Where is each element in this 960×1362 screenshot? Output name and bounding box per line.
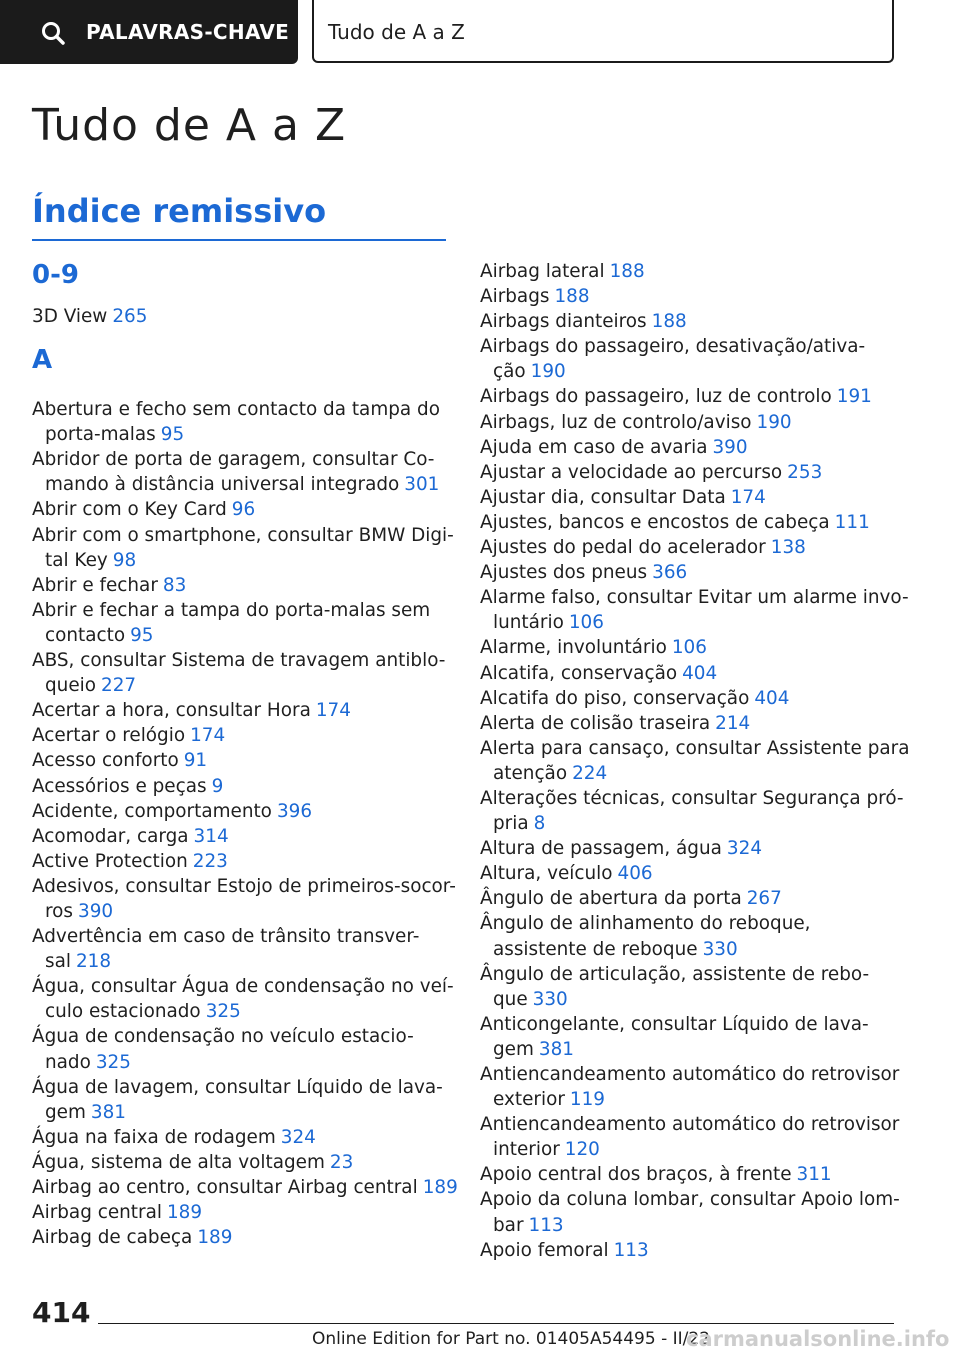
index-entry (480, 686, 910, 711)
index-entry (480, 259, 910, 284)
index-entry (32, 397, 462, 447)
entry-text: Apoio central dos braços, à frente (480, 1164, 792, 1186)
page-reference-link[interactable]: 390 (712, 436, 748, 458)
page-reference-link[interactable]: 330 (532, 988, 568, 1010)
entry-text: Ângulo de articulação, assistente de rebo-que (480, 963, 870, 1010)
page-reference-link[interactable]: 96 (231, 499, 256, 521)
index-entry (480, 1062, 910, 1112)
entry-text: Água de lavagem, consultar Líquido de lava-gem (32, 1076, 443, 1123)
entry-text: Anticongelante, consultar Líquido de lava-gem (480, 1013, 869, 1060)
entry-text: Acertar a hora, consultar Hora (32, 700, 311, 722)
page-reference-link[interactable]: 119 (569, 1089, 605, 1111)
index-entry (32, 1225, 462, 1250)
index-entry (480, 485, 910, 510)
page-reference-link[interactable]: 120 (564, 1139, 600, 1161)
page-reference-link[interactable]: 381 (90, 1101, 127, 1123)
page-reference-link[interactable]: 138 (770, 537, 806, 559)
top-bar (0, 0, 960, 66)
footer-divider (98, 1323, 894, 1324)
entry-text: Abridor de porta de garagem, consultar Co-mando à distância universal integrado (32, 449, 435, 496)
page-reference-link[interactable]: 218 (75, 951, 112, 973)
page-reference-link[interactable]: 174 (730, 486, 766, 508)
page-reference-link[interactable]: 404 (754, 687, 790, 709)
entry-text: Airbag ao centro, consultar Airbag central (32, 1177, 418, 1198)
index-entry (480, 1012, 910, 1062)
index-entry (480, 836, 910, 861)
entry-text: Airbags do passageiro, luz de controlo (480, 386, 832, 408)
index-entry (480, 384, 910, 409)
entry-text: Ângulo de alinhamento do reboque, assistente de reboque (480, 913, 811, 960)
entry-text: Ajustes dos pneus (480, 562, 648, 584)
subtitle-divider (32, 239, 446, 241)
index-entry (480, 460, 910, 485)
page-reference-link[interactable]: 95 (160, 424, 185, 446)
page-reference-link[interactable]: 381 (538, 1038, 575, 1060)
index-entry (480, 886, 910, 911)
page-reference-link[interactable]: 189 (197, 1227, 233, 1249)
index-entry (480, 635, 910, 660)
page-reference-link[interactable]: 324 (280, 1126, 316, 1148)
page-reference-link[interactable]: 188 (554, 286, 590, 308)
page-reference-link[interactable]: 9 (211, 775, 224, 797)
entry-text: Acomodar, carga (32, 825, 189, 847)
entry-text: Antiencandeamento automático do retrovisor interior (480, 1114, 900, 1161)
footer-edition: Online Edition for Part no. 01405A54495 - II/22 (312, 1329, 711, 1349)
entry-text: Água, consultar Água de condensação no veí-culo estacionado (32, 976, 454, 1023)
index-entry (480, 1162, 910, 1187)
index-list-a (32, 397, 462, 1250)
index-column-right (480, 259, 910, 1263)
entry-text: Ângulo de abertura da porta (480, 888, 742, 910)
page-reference-link[interactable]: 98 (112, 549, 137, 571)
entry-text: Ajustar dia, consultar Data (480, 486, 726, 508)
index-entry (32, 824, 462, 849)
entry-text: Airbag central (32, 1202, 162, 1224)
page-reference-link[interactable]: 390 (78, 900, 114, 922)
page-reference-link[interactable]: 396 (276, 800, 313, 822)
entry-text: Active Protection (32, 850, 188, 872)
entry-text: Altura, veículo (480, 863, 613, 885)
page-reference-link[interactable]: 227 (101, 675, 137, 697)
index-entry (480, 410, 910, 435)
entry-text: Água de condensação no veículo estacio-nado (32, 1026, 414, 1073)
index-entry (32, 748, 462, 773)
section-heading-a: A (32, 345, 53, 376)
entry-text: Acidente, comportamento (32, 800, 272, 822)
entry-text: Abrir com o Key Card (32, 499, 227, 521)
index-entry (480, 284, 910, 309)
index-entry (480, 535, 910, 560)
page-reference-link[interactable]: 106 (671, 637, 707, 659)
page-reference-link[interactable]: 325 (95, 1051, 131, 1073)
index-entry (32, 1200, 462, 1225)
index-entry (32, 924, 462, 974)
index-entry (32, 849, 462, 874)
page-reference-link[interactable]: 113 (528, 1214, 564, 1236)
page-reference-link[interactable]: 366 (652, 562, 688, 584)
page-reference-link[interactable]: 91 (183, 750, 208, 772)
entry-text: Apoio femoral (480, 1239, 609, 1261)
entry-text: Airbags, luz de controlo/aviso (480, 411, 752, 433)
page-reference-link[interactable]: 190 (756, 411, 792, 433)
index-entry (480, 1112, 910, 1162)
index-entry (480, 736, 910, 786)
entry-text: Ajustes do pedal do acelerador (480, 537, 766, 559)
page-reference-link[interactable]: 189 (166, 1202, 203, 1224)
page-reference-link[interactable]: 174 (315, 700, 351, 722)
entry-text: Água na faixa de rodagem (32, 1126, 276, 1148)
index-entry (32, 648, 462, 698)
index-entry (480, 1238, 910, 1263)
entry-text: Alerta para cansaço, consultar Assistente para atenção (480, 737, 910, 784)
index-entry (480, 786, 910, 836)
entry-text: Airbag lateral (480, 261, 605, 282)
entry-text: Alcatifa do piso, conservação (480, 687, 750, 709)
page-reference-link[interactable]: 314 (193, 825, 229, 847)
index-entry (32, 799, 462, 824)
entry-text: Ajustes, bancos e encostos de cabeça (480, 511, 830, 533)
index-entry (32, 874, 462, 924)
index-list-a-continued (480, 259, 910, 1263)
index-entry (480, 661, 910, 686)
entry-text: Abrir com o smartphone, consultar BMW Digi-tal Key (32, 524, 454, 571)
page-subtitle: Índice remissivo (32, 192, 327, 230)
keywords-label: PALAVRAS-CHAVE (86, 20, 290, 44)
page-reference-link[interactable]: 311 (796, 1164, 832, 1186)
page-reference-link[interactable]: 106 (568, 612, 604, 634)
index-entry (480, 334, 910, 384)
entry-text: Alerta de colisão traseira (480, 712, 711, 734)
index-entry (480, 711, 910, 736)
page-reference-link[interactable]: 191 (836, 386, 872, 408)
index-entry (32, 523, 462, 573)
page-reference-link[interactable]: 189 (422, 1177, 458, 1198)
index-column-left (32, 254, 462, 1250)
entry-text: Acesso conforto (32, 750, 179, 772)
page-reference-link[interactable]: 113 (613, 1239, 649, 1261)
entry-text: Abrir e fechar (32, 574, 158, 596)
search-icon (40, 20, 66, 46)
entry-text: ABS, consultar Sistema de travagem antiblo-queio (32, 650, 446, 697)
entry-text: Airbags dianteiros (480, 311, 647, 333)
entry-text: Alcatifa, conservação (480, 662, 678, 684)
breadcrumb-label: Tudo de A a Z (328, 20, 465, 44)
index-list-0-9 (32, 304, 462, 329)
index-entry (32, 573, 462, 598)
page-reference-link[interactable]: 111 (834, 511, 870, 533)
page-title: Tudo de A a Z (32, 100, 347, 151)
page-reference-link[interactable]: 224 (572, 762, 608, 784)
page-reference-link[interactable]: 404 (682, 662, 718, 684)
entry-text: Acertar o relógio (32, 725, 186, 747)
page-reference-link[interactable]: 23 (329, 1151, 354, 1173)
index-entry (480, 962, 910, 1012)
page-reference-link[interactable]: 267 (746, 888, 782, 910)
entry-text: Airbags do passageiro, desativação/ativa-ção (480, 336, 866, 383)
page-reference-link[interactable]: 83 (162, 574, 187, 596)
index-entry (480, 861, 910, 886)
entry-text: Advertência em caso de trânsito transver-sal (32, 926, 420, 973)
page-reference-link[interactable]: 223 (192, 850, 228, 872)
index-entry (480, 911, 910, 961)
entry-text: Altura de passagem, água (480, 838, 722, 860)
entry-text: Abertura e fecho sem contacto da tampa do porta-malas (32, 399, 440, 446)
keywords-button[interactable] (0, 0, 298, 64)
index-entry (32, 774, 462, 799)
index-entry (32, 723, 462, 748)
entry-text: Alarme, involuntário (480, 637, 667, 659)
index-entry (32, 304, 462, 329)
breadcrumb[interactable] (312, 0, 894, 63)
index-entry (32, 1024, 462, 1074)
index-entry (480, 1187, 910, 1237)
index-entry (32, 1175, 462, 1200)
entry-text: Airbag de cabeça (32, 1227, 193, 1249)
index-entry (32, 1075, 462, 1125)
index-entry (480, 309, 910, 334)
entry-text: Apoio da coluna lombar, consultar Apoio lom-bar (480, 1189, 900, 1236)
entry-text: Antiencandeamento automático do retrovisor exterior (480, 1064, 900, 1111)
entry-text: Alarme falso, consultar Evitar um alarme invo-luntário (480, 587, 909, 634)
index-entry (32, 497, 462, 522)
index-entry (32, 1150, 462, 1175)
entry-text: Água, sistema de alta voltagem (32, 1151, 325, 1173)
index-entry (32, 598, 462, 648)
page-reference-link[interactable]: 325 (205, 1001, 241, 1023)
page-number: 414 (32, 1296, 91, 1329)
entry-text: Acessórios e peças (32, 775, 207, 797)
page-reference-link[interactable]: 324 (726, 838, 763, 860)
entry-text: Alterações técnicas, consultar Segurança pró-pria (480, 787, 904, 835)
page-reference-link[interactable]: 8 (533, 813, 546, 835)
page-reference-link[interactable]: 174 (190, 725, 226, 747)
entry-text: Ajuda em caso de avaria (480, 436, 708, 458)
page-reference-link[interactable]: 406 (617, 863, 653, 885)
index-entry (480, 435, 910, 460)
entry-text: Abrir e fechar a tampa do porta-malas sem contacto (32, 599, 431, 646)
page-reference-link[interactable]: 188 (609, 261, 645, 282)
entry-text: 3D View (32, 306, 108, 327)
entry-text: Adesivos, consultar Estojo de primeiros-socor-ros (32, 875, 456, 922)
index-entry (480, 585, 910, 635)
section-heading-0-9: 0-9 (32, 260, 79, 290)
index-entry (32, 447, 462, 497)
page-reference-link[interactable]: 214 (715, 712, 751, 734)
entry-text: Airbags (480, 286, 550, 308)
page-reference-link[interactable]: 265 (112, 306, 148, 327)
index-entry (480, 560, 910, 585)
page-reference-link[interactable]: 188 (651, 311, 687, 333)
page-reference-link[interactable]: 301 (404, 474, 440, 496)
page-reference-link[interactable]: 190 (530, 361, 566, 383)
entry-text: Ajustar a velocidade ao percurso (480, 461, 783, 483)
index-entry (32, 1125, 462, 1150)
page-reference-link[interactable]: 253 (787, 461, 823, 483)
page-reference-link[interactable]: 330 (702, 938, 738, 960)
index-entry (480, 510, 910, 535)
index-entry (32, 698, 462, 723)
page-reference-link[interactable]: 95 (130, 624, 154, 646)
watermark: carmanualsonline.info (686, 1327, 950, 1351)
index-entry (32, 974, 462, 1024)
